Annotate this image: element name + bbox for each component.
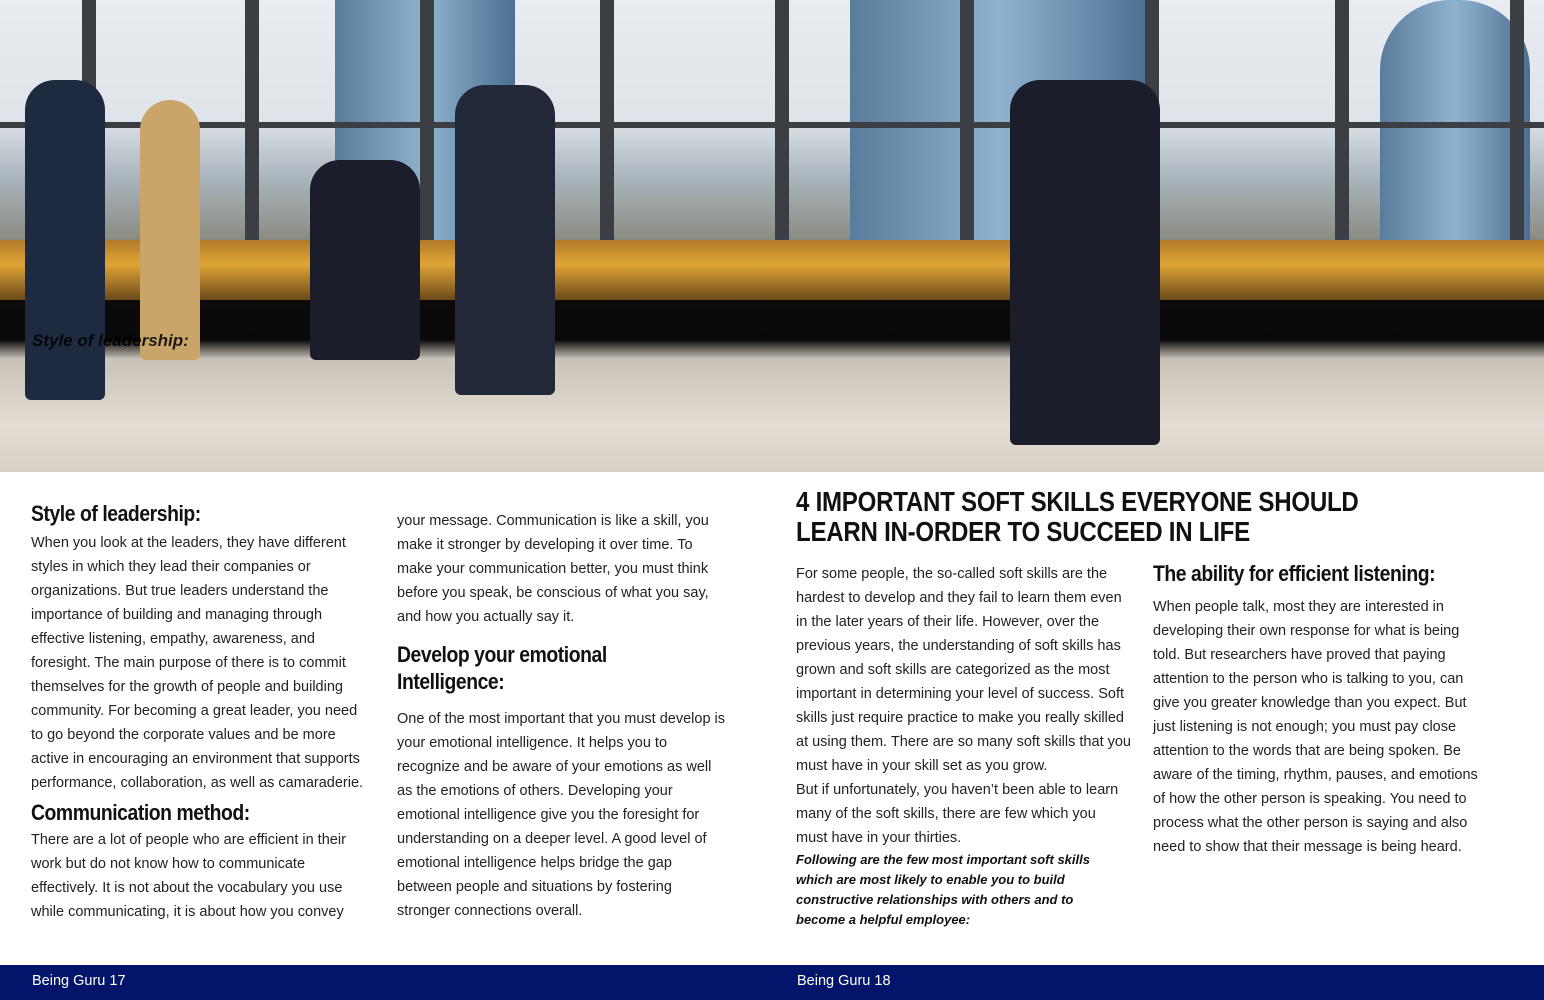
footer-bar xyxy=(0,965,1544,1000)
bench xyxy=(0,240,1544,300)
header-photo xyxy=(0,0,1544,472)
person xyxy=(25,80,105,400)
person xyxy=(1010,80,1160,445)
window-frame xyxy=(0,122,1544,128)
left-column-1 xyxy=(31,500,366,924)
photo-caption: Style of leadership: xyxy=(32,331,189,350)
heading-style-of-leadership: Style of leadership: xyxy=(31,501,201,526)
paragraph: When you look at the leaders, they have different styles in which they lead their companies or organizations. But true leaders understand the importance of building and managing through effective listening, empathy, awareness, and foresight. The main purpose of there is to commit themselves for the growth of people and building community. For becoming a great leader, you need to go beyond the corporate values and be more active in encouraging an environment that supports performance, collaboration, as well as camaraderie. xyxy=(31,535,364,791)
person xyxy=(310,160,420,360)
heading-efficient-listening: The ability for efficient listening: xyxy=(1153,561,1436,586)
paragraph: your message. Communication is like a skill, you make it stronger by developing it over time. To make your communication better, you must think before you speak, be conscious of what you say, and how you actually say it. xyxy=(397,513,709,625)
paragraph: When people talk, most they are interested in developing their own response for what is being told. But researchers have proved that paying attention to the person who is talking to you, can give you greater knowledge than you expect. But just listening is not enough; you must pay close attention to the words that are being spoken. Be aware of the timing, rhythm, pauses, and emotions of how the other person is speaking. You need to process what the other person is saying and also need to show that their message is being heard. xyxy=(1153,599,1478,855)
article-title: 4 IMPORTANT SOFT SKILLS EVERYONE SHOULD LEARN IN-ORDER TO SUCCEED IN LIFE xyxy=(796,486,1359,547)
person xyxy=(140,100,200,360)
lead-paragraph: Following are the few most important soft skills which are most likely to enable you to build constructive relationships with others and to become a helpful employee: xyxy=(796,852,1090,927)
heading-emotional-intelligence: Develop your emotional Intelligence: xyxy=(397,642,607,694)
right-column-1 xyxy=(796,562,1131,930)
page-number-left: Being Guru 17 xyxy=(32,973,126,989)
page-number-right: Being Guru 18 xyxy=(797,973,891,989)
paragraph: But if unfortunately, you haven’t been able to learn many of the soft skills, there are few which you must have in your thirties. xyxy=(796,782,1119,846)
right-column-2 xyxy=(1153,560,1478,859)
paragraph: One of the most important that you must develop is your emotional intelligence. It helps you to recognize and be aware of your emotions as well as the emotions of others. Developing your emotional intelligence give you the foresight for understanding on a deeper level. A good level of emotional intelligence helps bridge the gap between people and situations by fostering stronger connections overall. xyxy=(397,711,726,919)
left-column-2 xyxy=(397,509,727,923)
heading-communication-method: Communication method: xyxy=(31,800,250,825)
paragraph: There are a lot of people who are efficient in their work but do not know how to communicate effectively. It is not about the vocabulary you use while communicating, it is about how you convey xyxy=(31,832,346,920)
person xyxy=(455,85,555,395)
paragraph: For some people, the so-called soft skills are the hardest to develop and they fail to learn them even in the later years of their life. However, over the previous years, the understanding of soft skills has grown and soft skills are categorized as the most important in determining your level of success. Soft skills just require practice to make you really skilled at using them. There are so many soft skills that you must have in your skill set as you grow. xyxy=(796,566,1132,774)
building xyxy=(1380,0,1530,240)
